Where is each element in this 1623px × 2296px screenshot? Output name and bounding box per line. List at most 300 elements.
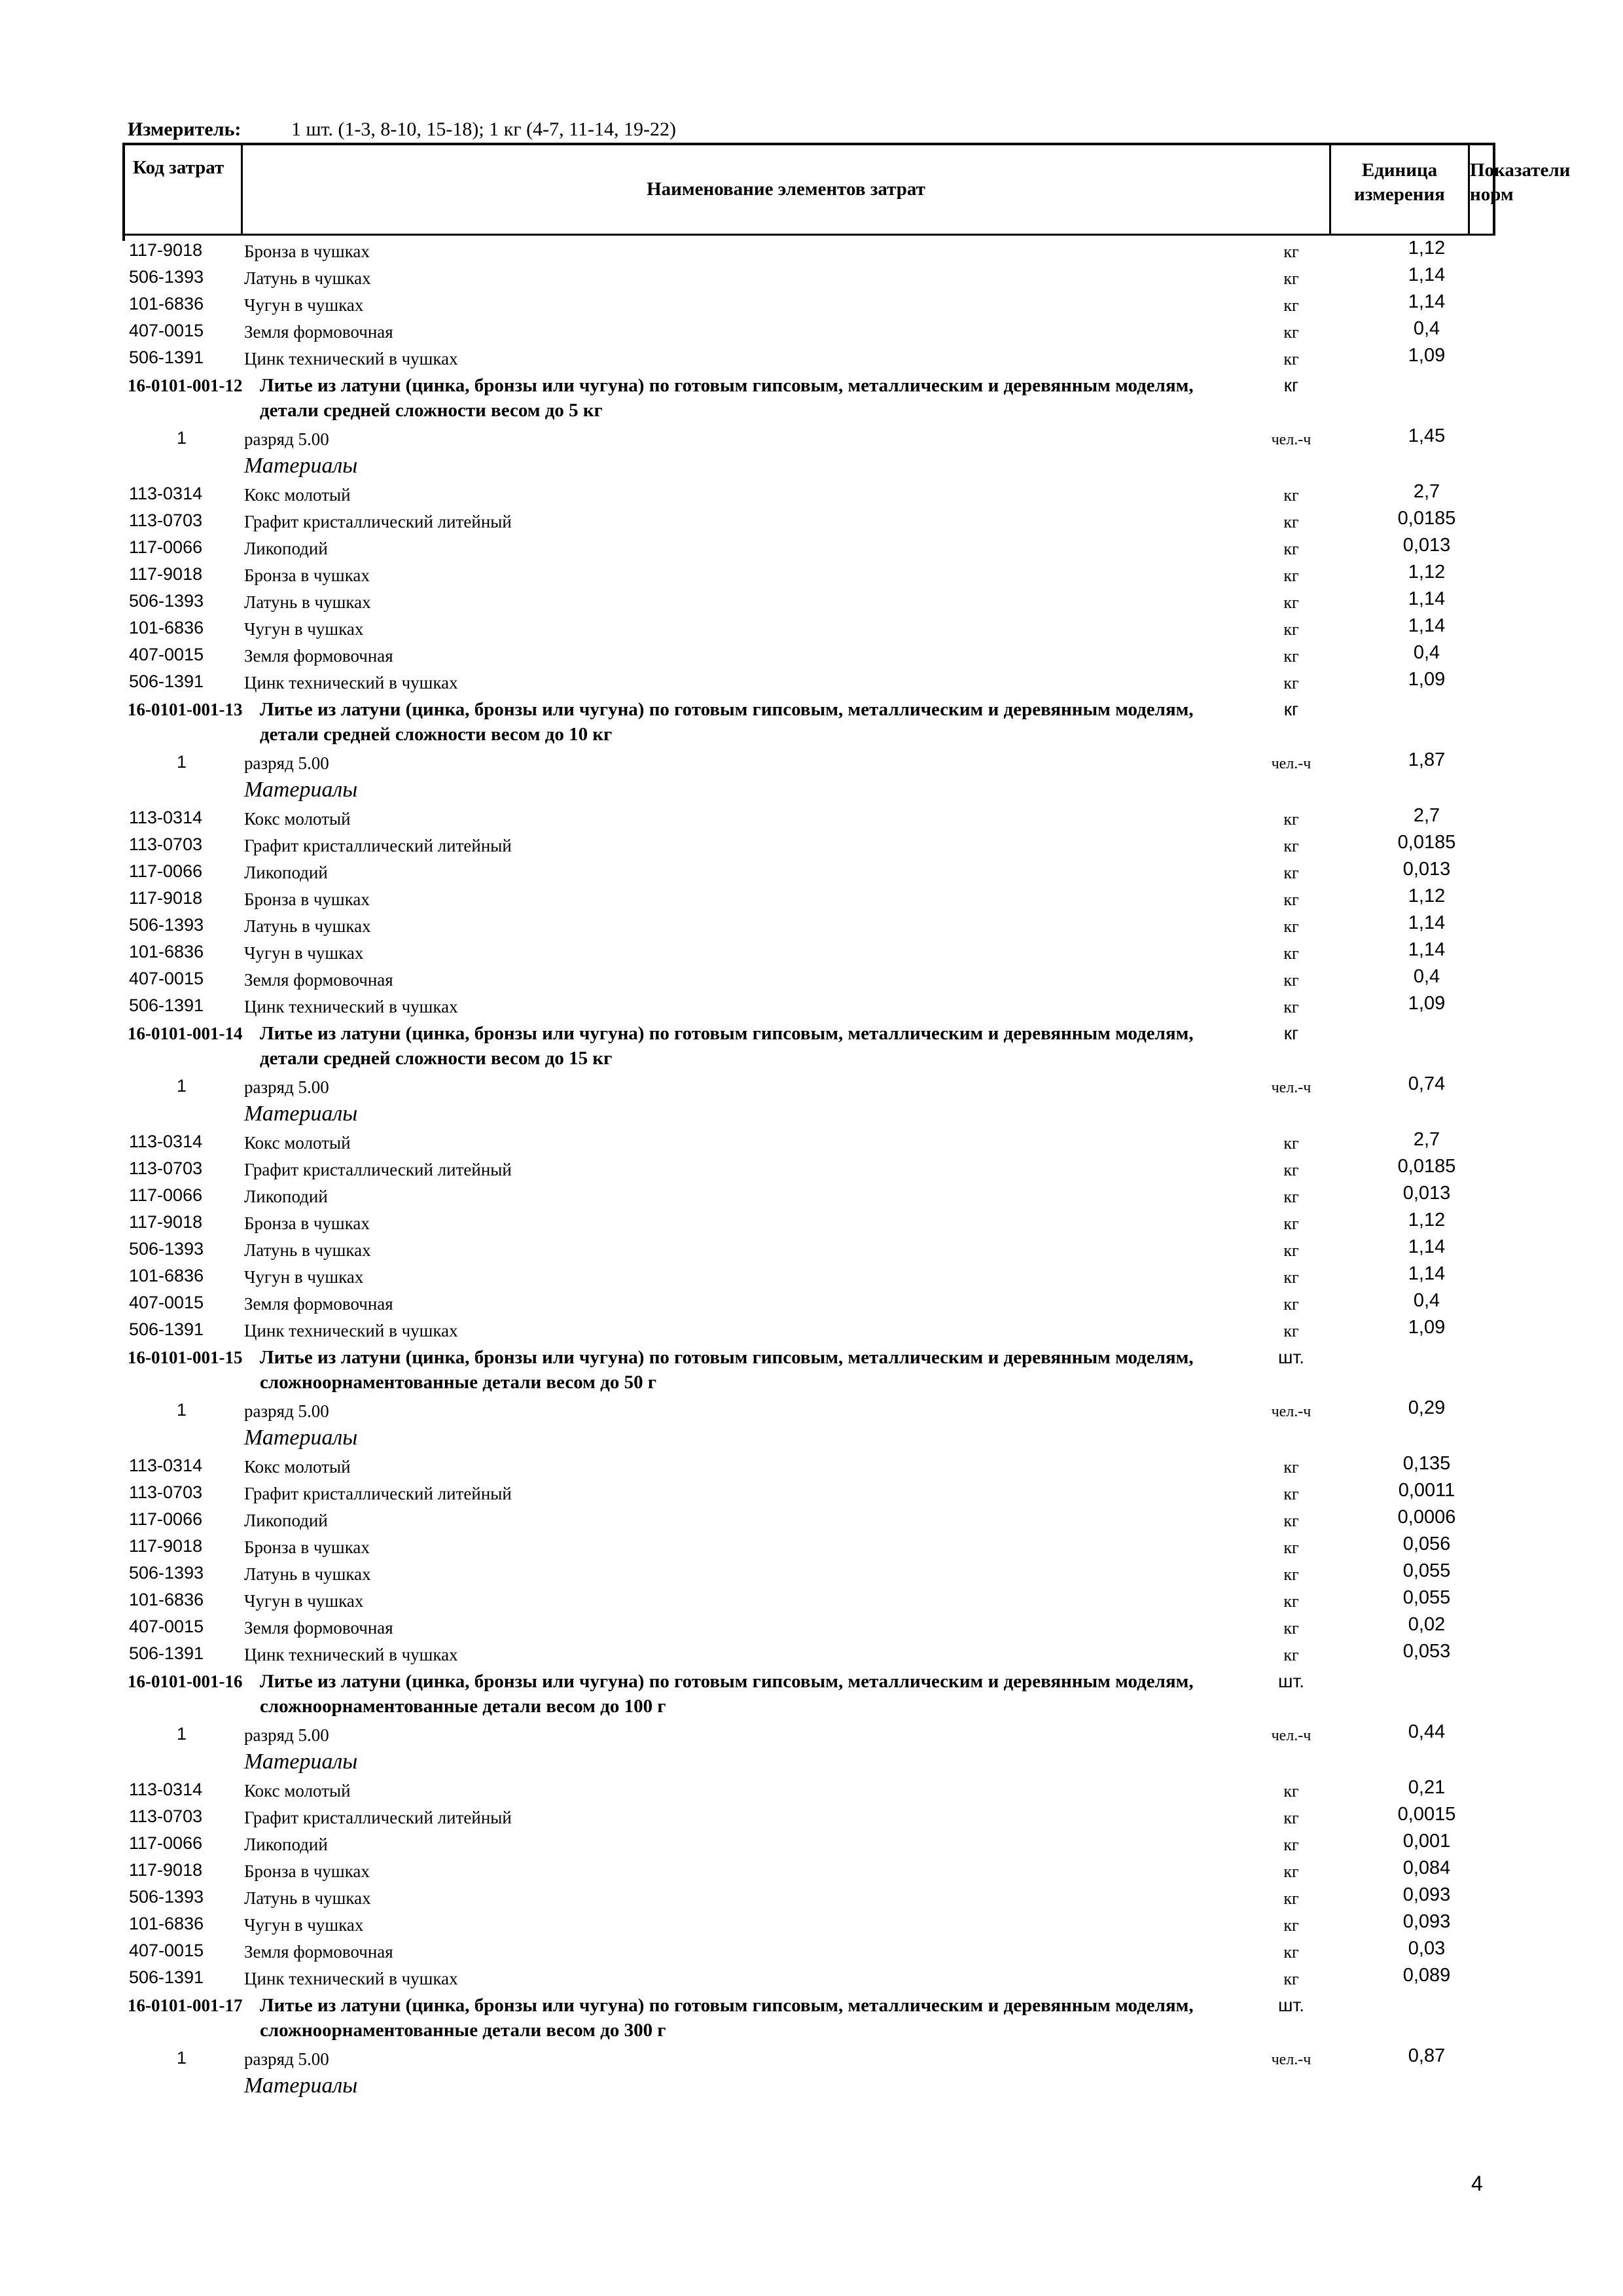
- row-name: Кокс молотый: [244, 485, 351, 505]
- row-unit: кг: [1283, 944, 1299, 963]
- row-code: 117-0066: [129, 1185, 203, 1205]
- row-name: Графит кристаллический литейный: [244, 1808, 512, 1827]
- row-unit: кг: [1283, 1187, 1299, 1206]
- row-code: 407-0015: [129, 321, 204, 340]
- row-code: 113-0314: [129, 808, 203, 827]
- row-code: 506-1393: [129, 915, 204, 935]
- row-code: 113-0314: [129, 1780, 203, 1799]
- row-norm: 1,12: [1408, 562, 1446, 583]
- row-norm: 0,089: [1402, 1965, 1451, 1986]
- row-unit: кг: [1283, 1916, 1299, 1935]
- row-code: 117-0066: [129, 1509, 203, 1529]
- row-norm: 0,4: [1413, 318, 1440, 339]
- table-row: [0, 507, 1623, 534]
- row-code: 101-6836: [129, 294, 204, 314]
- row-code: 117-0066: [129, 537, 203, 557]
- row-name: Графит кристаллический литейный: [244, 1160, 512, 1179]
- row-unit: кг: [1283, 1862, 1299, 1881]
- row-code: 113-0703: [129, 1482, 203, 1502]
- row-unit: кг: [1283, 1808, 1299, 1827]
- row-name: Литье из латуни (цинка, бронзы или чугуна) по готовым гипсовым, металлическим и деревянным моделям, сложноорнаментованные детали весом до 100 г: [260, 1671, 1194, 1717]
- group-row: [0, 1991, 1623, 2045]
- row-norm: 0,03: [1408, 1938, 1446, 1959]
- table-row: [0, 344, 1623, 371]
- row-unit: кг: [1283, 1484, 1299, 1503]
- group-row: [0, 1019, 1623, 1073]
- row-name: Чугун в чушках: [244, 943, 364, 963]
- table-row: [0, 1857, 1623, 1884]
- table-row: [0, 1155, 1623, 1182]
- row-norm: 0,013: [1402, 859, 1451, 880]
- table-row: [0, 1209, 1623, 1236]
- row-code: 16-0101-001-17: [128, 1996, 243, 2015]
- group-row: [0, 695, 1623, 749]
- table-row: [0, 1073, 1623, 1100]
- row-unit: кг: [1283, 1619, 1299, 1638]
- row-code: 117-9018: [129, 240, 203, 260]
- row-code: 101-6836: [129, 942, 204, 961]
- row-unit: кг: [1283, 1592, 1299, 1611]
- row-unit: кг: [1283, 1511, 1299, 1530]
- row-code: 117-9018: [129, 888, 203, 908]
- row-unit: кг: [1283, 486, 1299, 505]
- table-row: [0, 1182, 1623, 1209]
- row-unit: кг: [1283, 997, 1299, 1016]
- row-name: Чугун в чушках: [244, 619, 364, 639]
- row-name: Ликоподий: [244, 1511, 328, 1530]
- row-name: Цинк технический в чушках: [244, 673, 458, 692]
- row-code: 117-0066: [129, 861, 203, 881]
- table-row: [0, 1236, 1623, 1263]
- row-norm: 1,09: [1408, 993, 1446, 1014]
- table-row: [0, 561, 1623, 588]
- header-code: Код затрат: [125, 145, 243, 234]
- row-code: 407-0015: [129, 645, 204, 664]
- row-name: Литье из латуни (цинка, бронзы или чугуна) по готовым гипсовым, металлическим и деревянным моделям, сложноорнаментованные детали весом до 50 г: [260, 1347, 1194, 1393]
- table-row: [0, 1533, 1623, 1560]
- row-unit: чел.-ч: [1271, 1079, 1311, 1096]
- row-code: 113-0703: [129, 1158, 203, 1178]
- row-unit: кг: [1283, 647, 1299, 666]
- row-norm: 0,093: [1402, 1884, 1451, 1905]
- row-name: Бронза в чушках: [244, 1213, 370, 1233]
- table-row: [0, 965, 1623, 992]
- row-unit: кг: [1283, 269, 1299, 288]
- table-row: [0, 534, 1623, 561]
- row-name: Цинк технический в чушках: [244, 997, 458, 1016]
- row-code: 1: [177, 752, 187, 772]
- row-name: разряд 5.00: [244, 753, 329, 773]
- row-name: Кокс молотый: [244, 1133, 351, 1153]
- row-name: разряд 5.00: [244, 2049, 329, 2069]
- row-norm: 0,055: [1402, 1560, 1451, 1581]
- row-norm: 0,056: [1402, 1534, 1451, 1554]
- table-row: [0, 858, 1623, 885]
- row-norm: 1,14: [1408, 264, 1446, 285]
- table-row: [0, 317, 1623, 344]
- row-name: Латунь в чушках: [244, 592, 371, 612]
- section-row: [0, 1748, 1623, 1776]
- row-unit: кг: [1283, 1969, 1299, 1988]
- row-norm: 1,14: [1408, 939, 1446, 960]
- table-row: [0, 1910, 1623, 1937]
- table-row: [0, 588, 1623, 615]
- row-name: Материалы: [244, 1426, 358, 1450]
- row-name: Материалы: [244, 1102, 358, 1126]
- row-code: 506-1391: [129, 672, 204, 691]
- row-norm: 0,013: [1402, 535, 1451, 556]
- row-unit: кг: [1283, 1565, 1299, 1584]
- section-row: [0, 452, 1623, 480]
- row-name: Кокс молотый: [244, 1457, 351, 1477]
- row-name: Бронза в чушках: [244, 1861, 370, 1881]
- row-code: 101-6836: [129, 1914, 204, 1933]
- row-name: Графит кристаллический литейный: [244, 1484, 512, 1503]
- row-name: Цинк технический в чушках: [244, 1321, 458, 1340]
- row-norm: 0,0006: [1397, 1507, 1456, 1528]
- row-name: Земля формовочная: [244, 322, 393, 342]
- row-name: Цинк технический в чушках: [244, 1645, 458, 1664]
- table-row: [0, 1560, 1623, 1587]
- row-norm: 1,14: [1408, 291, 1446, 312]
- row-norm: 0,093: [1402, 1911, 1451, 1932]
- table-row: [0, 1289, 1623, 1316]
- table-row: [0, 912, 1623, 939]
- row-norm: 0,0015: [1397, 1804, 1456, 1825]
- row-norm: 2,7: [1413, 805, 1440, 826]
- row-code: 117-0066: [129, 1833, 203, 1853]
- row-unit: кг: [1283, 1160, 1299, 1179]
- row-name: Литье из латуни (цинка, бронзы или чугуна) по готовым гипсовым, металлическим и деревянным моделям, сложноорнаментованные детали весом до 300 г: [260, 1995, 1194, 2041]
- row-unit: кг: [1283, 1023, 1299, 1043]
- row-name: Латунь в чушках: [244, 1564, 371, 1584]
- row-unit: кг: [1283, 512, 1299, 531]
- row-unit: чел.-ч: [1271, 1403, 1311, 1420]
- row-name: Ликоподий: [244, 863, 328, 882]
- row-unit: чел.-ч: [1271, 755, 1311, 772]
- row-norm: 1,14: [1408, 1263, 1446, 1284]
- row-norm: 0,0185: [1397, 508, 1456, 529]
- row-norm: 1,12: [1408, 238, 1446, 259]
- row-unit: кг: [1283, 1268, 1299, 1287]
- row-unit: чел.-ч: [1271, 1727, 1311, 1744]
- row-unit: кг: [1283, 1782, 1299, 1801]
- table-row: [0, 1884, 1623, 1910]
- row-norm: 0,87: [1408, 2045, 1446, 2066]
- row-unit: кг: [1283, 699, 1299, 719]
- row-unit: кг: [1283, 296, 1299, 315]
- row-name: Бронза в чушках: [244, 565, 370, 585]
- table-row: [0, 992, 1623, 1019]
- row-norm: 2,7: [1413, 1129, 1440, 1150]
- row-norm: 1,09: [1408, 669, 1446, 690]
- header-norm: Показатели норм: [1470, 160, 1571, 205]
- row-unit: кг: [1283, 1943, 1299, 1962]
- row-norm: 0,135: [1402, 1453, 1451, 1474]
- table-row: [0, 2045, 1623, 2072]
- table-row: [0, 1128, 1623, 1155]
- row-name: Материалы: [244, 778, 358, 802]
- row-code: 506-1393: [129, 1239, 204, 1259]
- row-unit: кг: [1283, 323, 1299, 342]
- table-row: [0, 885, 1623, 912]
- row-code: 113-0314: [129, 484, 203, 503]
- row-norm: 0,0011: [1398, 1480, 1455, 1501]
- section-row: [0, 2072, 1623, 2100]
- row-name: Чугун в чушках: [244, 1591, 364, 1611]
- row-norm: 0,4: [1413, 1290, 1440, 1311]
- row-unit: кг: [1283, 1241, 1299, 1260]
- row-unit: шт.: [1278, 1347, 1304, 1367]
- header-name: Наименование элементов затрат: [243, 145, 1331, 234]
- row-norm: 1,09: [1408, 345, 1446, 366]
- row-norm: 1,14: [1408, 615, 1446, 636]
- row-norm: 0,02: [1408, 1614, 1446, 1635]
- row-code: 506-1393: [129, 1887, 204, 1907]
- row-unit: кг: [1283, 375, 1299, 395]
- table-row: [0, 1397, 1623, 1424]
- row-code: 16-0101-001-12: [128, 376, 243, 395]
- row-code: 16-0101-001-14: [128, 1024, 243, 1043]
- row-norm: 1,12: [1408, 1210, 1446, 1230]
- row-code: 407-0015: [129, 1617, 204, 1636]
- row-code: 117-9018: [129, 1536, 203, 1556]
- row-unit: чел.-ч: [1271, 431, 1311, 448]
- row-code: 1: [177, 1724, 187, 1744]
- row-name: Земля формовочная: [244, 1618, 393, 1638]
- row-unit: кг: [1283, 620, 1299, 639]
- row-code: 407-0015: [129, 969, 204, 988]
- table-row: [0, 1830, 1623, 1857]
- row-code: 407-0015: [129, 1293, 204, 1312]
- row-name: Земля формовочная: [244, 1294, 393, 1314]
- row-norm: 0,013: [1402, 1183, 1451, 1204]
- row-norm: 0,4: [1413, 966, 1440, 987]
- row-name: Цинк технический в чушках: [244, 1969, 458, 1988]
- row-code: 506-1393: [129, 1563, 204, 1583]
- row-name: Чугун в чушках: [244, 1267, 364, 1287]
- row-name: Чугун в чушках: [244, 295, 364, 315]
- row-code: 117-9018: [129, 1212, 203, 1232]
- row-name: Графит кристаллический литейный: [244, 836, 512, 855]
- row-code: 113-0703: [129, 1806, 203, 1826]
- row-unit: кг: [1283, 1889, 1299, 1908]
- row-name: Латунь в чушках: [244, 1240, 371, 1260]
- row-code: 506-1391: [129, 348, 204, 367]
- row-unit: кг: [1283, 1134, 1299, 1153]
- row-name: Земля формовочная: [244, 1942, 393, 1962]
- row-name: Кокс молотый: [244, 1781, 351, 1801]
- row-name: Ликоподий: [244, 1187, 328, 1206]
- group-row: [0, 1343, 1623, 1397]
- row-norm: 0,0185: [1397, 1156, 1456, 1177]
- row-name: разряд 5.00: [244, 1077, 329, 1097]
- row-code: 16-0101-001-16: [128, 1672, 243, 1691]
- table-row: [0, 831, 1623, 858]
- table-row: [0, 1316, 1623, 1343]
- row-name: Ликоподий: [244, 539, 328, 558]
- row-unit: кг: [1283, 1538, 1299, 1557]
- row-name: Цинк технический в чушках: [244, 349, 458, 368]
- row-code: 101-6836: [129, 618, 204, 637]
- table-row: [0, 1721, 1623, 1748]
- row-code: 117-9018: [129, 1860, 203, 1880]
- row-code: 16-0101-001-15: [128, 1348, 243, 1367]
- row-name: разряд 5.00: [244, 1725, 329, 1745]
- row-code: 506-1391: [129, 1643, 204, 1663]
- group-row: [0, 1667, 1623, 1721]
- row-norm: 2,7: [1413, 481, 1440, 502]
- row-unit: шт.: [1278, 1671, 1304, 1691]
- row-code: 113-0314: [129, 1132, 203, 1151]
- row-norm: 1,45: [1408, 425, 1446, 446]
- row-unit: кг: [1283, 242, 1299, 261]
- row-code: 1: [177, 1076, 187, 1096]
- row-name: разряд 5.00: [244, 1401, 329, 1421]
- table-row: [0, 291, 1623, 317]
- table-row: [0, 264, 1623, 291]
- row-name: Латунь в чушках: [244, 1888, 371, 1908]
- row-norm: 1,09: [1408, 1317, 1446, 1338]
- row-unit: кг: [1283, 1645, 1299, 1664]
- row-unit: кг: [1283, 810, 1299, 829]
- table-row: [0, 668, 1623, 695]
- row-code: 506-1393: [129, 267, 204, 287]
- table-header: [122, 143, 1571, 236]
- row-code: 113-0703: [129, 834, 203, 854]
- table-row: [0, 237, 1623, 264]
- table-row: [0, 1587, 1623, 1613]
- row-code: 506-1391: [129, 996, 204, 1015]
- row-unit: кг: [1283, 539, 1299, 558]
- row-unit: кг: [1283, 836, 1299, 855]
- table-row: [0, 1452, 1623, 1479]
- row-unit: кг: [1283, 593, 1299, 612]
- row-norm: 1,12: [1408, 886, 1446, 906]
- row-name: Литье из латуни (цинка, бронзы или чугуна) по готовым гипсовым, металлическим и деревянным моделям, детали средней сложности весом до 5 кг: [260, 375, 1194, 421]
- row-unit: шт.: [1278, 1995, 1304, 2015]
- row-norm: 0,0185: [1397, 832, 1456, 853]
- section-row: [0, 776, 1623, 804]
- section-row: [0, 1424, 1623, 1452]
- row-norm: 0,21: [1408, 1777, 1446, 1798]
- row-name: Кокс молотый: [244, 809, 351, 829]
- row-unit: кг: [1283, 863, 1299, 882]
- table-row: [0, 939, 1623, 965]
- table-row: [0, 1263, 1623, 1289]
- row-name: Литье из латуни (цинка, бронзы или чугуна) по готовым гипсовым, металлическим и деревянным моделям, детали средней сложности весом до 15 кг: [260, 1023, 1194, 1069]
- row-name: Материалы: [244, 1749, 358, 1774]
- row-norm: 1,14: [1408, 588, 1446, 609]
- row-norm: 0,44: [1408, 1721, 1446, 1742]
- row-code: 1: [177, 1400, 187, 1420]
- measure-value: 1 шт. (1-3, 8-10, 15-18); 1 кг (4-7, 11-14, 19-22): [291, 118, 676, 140]
- row-unit: кг: [1283, 350, 1299, 368]
- row-code: 407-0015: [129, 1941, 204, 1960]
- table-row: [0, 1479, 1623, 1506]
- row-code: 117-9018: [129, 564, 203, 584]
- row-name: Бронза в чушках: [244, 889, 370, 909]
- row-unit: кг: [1283, 917, 1299, 936]
- table-row: [0, 1613, 1623, 1640]
- row-code: 101-6836: [129, 1266, 204, 1285]
- row-norm: 0,055: [1402, 1587, 1451, 1608]
- table-row: [0, 804, 1623, 831]
- row-name: Графит кристаллический литейный: [244, 512, 512, 531]
- row-unit: чел.-ч: [1271, 2051, 1311, 2068]
- row-code: 113-0314: [129, 1456, 203, 1475]
- row-code: 506-1391: [129, 1319, 204, 1339]
- row-code: 16-0101-001-13: [128, 700, 243, 719]
- row-code: 506-1391: [129, 1967, 204, 1987]
- row-norm: 0,084: [1402, 1857, 1451, 1878]
- section-row: [0, 1100, 1623, 1128]
- row-norm: 0,001: [1402, 1831, 1451, 1852]
- row-name: Латунь в чушках: [244, 268, 371, 288]
- row-norm: 0,74: [1408, 1073, 1446, 1094]
- row-unit: кг: [1283, 1214, 1299, 1233]
- table-row: [0, 480, 1623, 507]
- row-name: Материалы: [244, 2073, 358, 2098]
- cost-table-body: [0, 237, 1623, 2100]
- page-number: 4: [1471, 2172, 1483, 2195]
- row-unit: кг: [1283, 673, 1299, 692]
- row-name: Ликоподий: [244, 1835, 328, 1854]
- measure-label: Измеритель:: [128, 118, 241, 140]
- table-row: [0, 615, 1623, 641]
- table-row: [0, 425, 1623, 452]
- row-norm: 0,4: [1413, 642, 1440, 663]
- row-norm: 1,14: [1408, 912, 1446, 933]
- row-name: Бронза в чушках: [244, 1537, 370, 1557]
- table-row: [0, 1506, 1623, 1533]
- row-code: 1: [177, 428, 187, 448]
- measure-line: [128, 117, 676, 143]
- row-code: 1: [177, 2048, 187, 2068]
- table-row: [0, 1937, 1623, 1964]
- row-unit: кг: [1283, 1295, 1299, 1314]
- row-name: разряд 5.00: [244, 429, 329, 449]
- row-norm: 0,053: [1402, 1641, 1451, 1662]
- row-code: 506-1393: [129, 591, 204, 611]
- row-code: 101-6836: [129, 1590, 204, 1609]
- table-row: [0, 1803, 1623, 1830]
- row-name: Литье из латуни (цинка, бронзы или чугуна) по готовым гипсовым, металлическим и деревянным моделям, детали средней сложности весом до 10 кг: [260, 699, 1194, 745]
- table-row: [0, 1964, 1623, 1991]
- row-unit: кг: [1283, 1458, 1299, 1477]
- table-row: [0, 1640, 1623, 1667]
- row-unit: кг: [1283, 1835, 1299, 1854]
- row-name: Латунь в чушках: [244, 916, 371, 936]
- row-unit: кг: [1283, 1321, 1299, 1340]
- row-unit: кг: [1283, 566, 1299, 585]
- row-code: 113-0703: [129, 511, 203, 530]
- table-row: [0, 749, 1623, 776]
- row-unit: кг: [1283, 890, 1299, 909]
- row-norm: 1,14: [1408, 1236, 1446, 1257]
- row-unit: кг: [1283, 971, 1299, 990]
- header-unit: Единица измерения: [1331, 145, 1470, 234]
- row-name: Земля формовочная: [244, 646, 393, 666]
- table-row: [0, 1776, 1623, 1803]
- row-name: Материалы: [244, 454, 358, 478]
- group-row: [0, 371, 1623, 425]
- row-name: Чугун в чушках: [244, 1915, 364, 1935]
- row-name: Земля формовочная: [244, 970, 393, 990]
- row-norm: 0,29: [1408, 1397, 1446, 1418]
- table-row: [0, 641, 1623, 668]
- row-norm: 1,87: [1408, 749, 1446, 770]
